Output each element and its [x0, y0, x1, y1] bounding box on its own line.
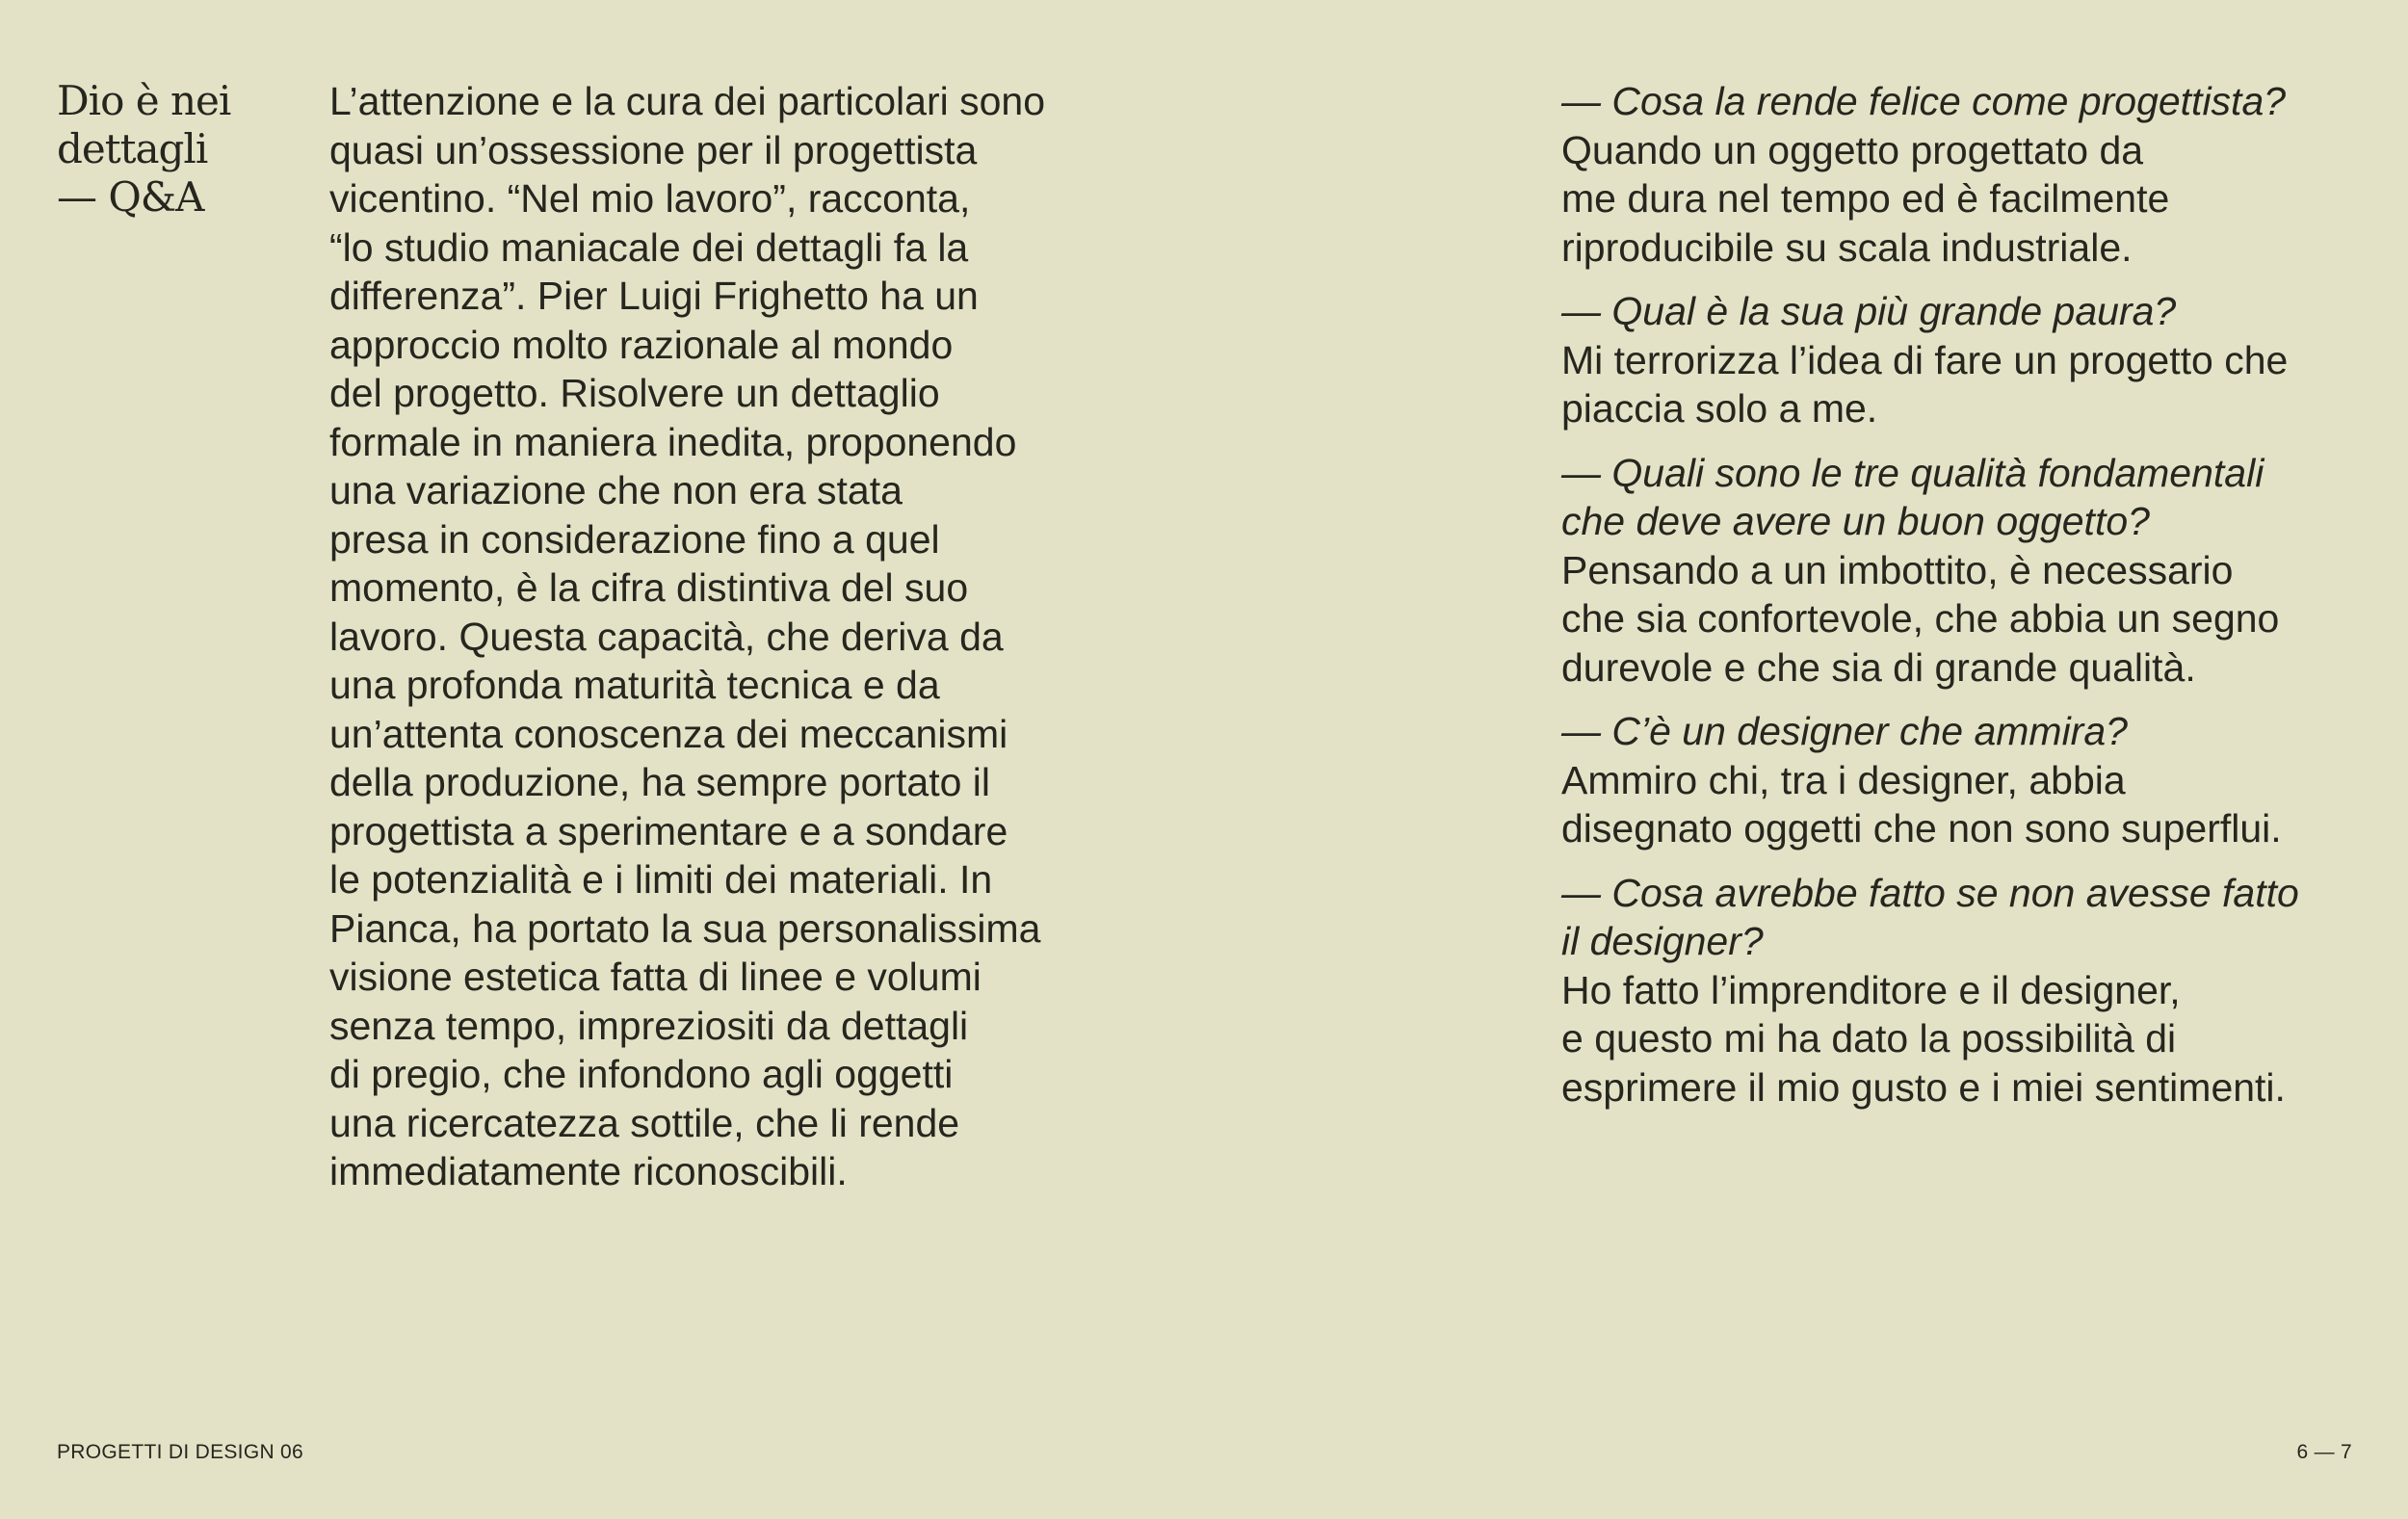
- qa-item: [1561, 869, 2390, 1113]
- qa-column: [1561, 77, 2390, 1127]
- intro-line: lavoro. Questa capacità, che deriva da: [329, 614, 1004, 659]
- intro-line: del progetto. Risolvere un dettaglio: [329, 371, 940, 415]
- intro-paragraph: [329, 77, 1158, 1196]
- qa-item: [1561, 287, 2390, 433]
- question-line: — Quali sono le tre qualità fondamentali: [1561, 450, 2264, 495]
- question-line: — Qual è la sua più grande paura?: [1561, 289, 2177, 333]
- heading-line: dettagli: [57, 125, 208, 172]
- answer-line: riproducibile su scala industriale.: [1561, 224, 2133, 270]
- intro-line: formale in maniera inedita, proponendo: [329, 419, 1017, 464]
- answer-line: me dura nel tempo ed è facilmente: [1561, 176, 2170, 221]
- intro-line: di pregio, che infondono agli oggetti: [329, 1052, 954, 1096]
- answer-line: esprimere il mio gusto e i miei sentimenti.: [1561, 1064, 2286, 1110]
- answer-line: Ho fatto l’imprenditore e il designer,: [1561, 967, 2181, 1012]
- answer-line: durevole e che sia di grande qualità.: [1561, 644, 2196, 690]
- answer-line: Pensando a un imbottito, è necessario: [1561, 547, 2234, 592]
- intro-line: immediatamente riconoscibili.: [329, 1149, 848, 1193]
- page-numbers: 6 — 7: [2296, 1441, 2352, 1463]
- intro-line: vicentino. “Nel mio lavoro”, racconta,: [329, 176, 971, 221]
- intro-line: progettista a sperimentare e a sondare: [329, 808, 1008, 853]
- intro-line: una variazione che non era stata: [329, 468, 903, 512]
- intro-line: le potenzialità e i limiti dei materiali. In: [329, 857, 993, 902]
- intro-line: Pianca, ha portato la sua personalissima: [329, 905, 1041, 951]
- question-line: che deve avere un buon oggetto?: [1561, 499, 2150, 543]
- answer-line: Quando un oggetto progettato da: [1561, 127, 2144, 172]
- qa-item: [1561, 449, 2390, 693]
- answer-line: disegnato oggetti che non sono superflui.: [1561, 806, 2282, 851]
- heading-line: — Q&A: [57, 173, 204, 221]
- heading-line: Dio è nei: [57, 77, 231, 124]
- answer-line: piaccia solo a me.: [1561, 386, 1878, 431]
- intro-line: della produzione, ha sempre portato il: [329, 760, 991, 804]
- answer-line: e questo mi ha dato la possibilità di: [1561, 1016, 2177, 1061]
- answer-line: che sia confortevole, che abbia un segno: [1561, 596, 2280, 641]
- question-line: — C’è un designer che ammira?: [1561, 709, 2128, 753]
- qa-item: [1561, 707, 2390, 853]
- question-line: il designer?: [1561, 919, 1764, 963]
- question-line: — Cosa la rende felice come progettista?: [1561, 79, 2287, 123]
- intro-line: momento, è la cifra distintiva del suo: [329, 565, 969, 610]
- question-line: — Cosa avrebbe fatto se non avesse fatto: [1561, 870, 2299, 915]
- answer-line: Mi terrorizza l’idea di fare un progetto che: [1561, 337, 2289, 382]
- intro-line: approccio molto razionale al mondo: [329, 322, 954, 367]
- publication-footer: PROGETTI DI DESIGN 06: [57, 1441, 304, 1463]
- intro-line: una ricercatezza sottile, che li rende: [329, 1100, 960, 1145]
- intro-line: quasi un’ossessione per il progettista: [329, 127, 978, 172]
- intro-line: “lo studio maniacale dei dettagli fa la: [329, 224, 969, 270]
- qa-item: [1561, 77, 2390, 272]
- intro-line: senza tempo, impreziositi da dettagli: [329, 1003, 969, 1048]
- intro-line: un’attenta conoscenza dei meccanismi: [329, 711, 1008, 756]
- intro-line: L’attenzione e la cura dei particolari sono: [329, 79, 1046, 123]
- answer-line: Ammiro chi, tra i designer, abbia: [1561, 757, 2126, 802]
- section-heading: [57, 77, 269, 222]
- intro-line: una profonda maturità tecnica e da: [329, 663, 940, 707]
- intro-line: visione estetica fatta di linee e volumi: [329, 955, 982, 999]
- intro-line: presa in considerazione fino a quel: [329, 516, 940, 562]
- intro-line: differenza”. Pier Luigi Frighetto ha un: [329, 274, 979, 318]
